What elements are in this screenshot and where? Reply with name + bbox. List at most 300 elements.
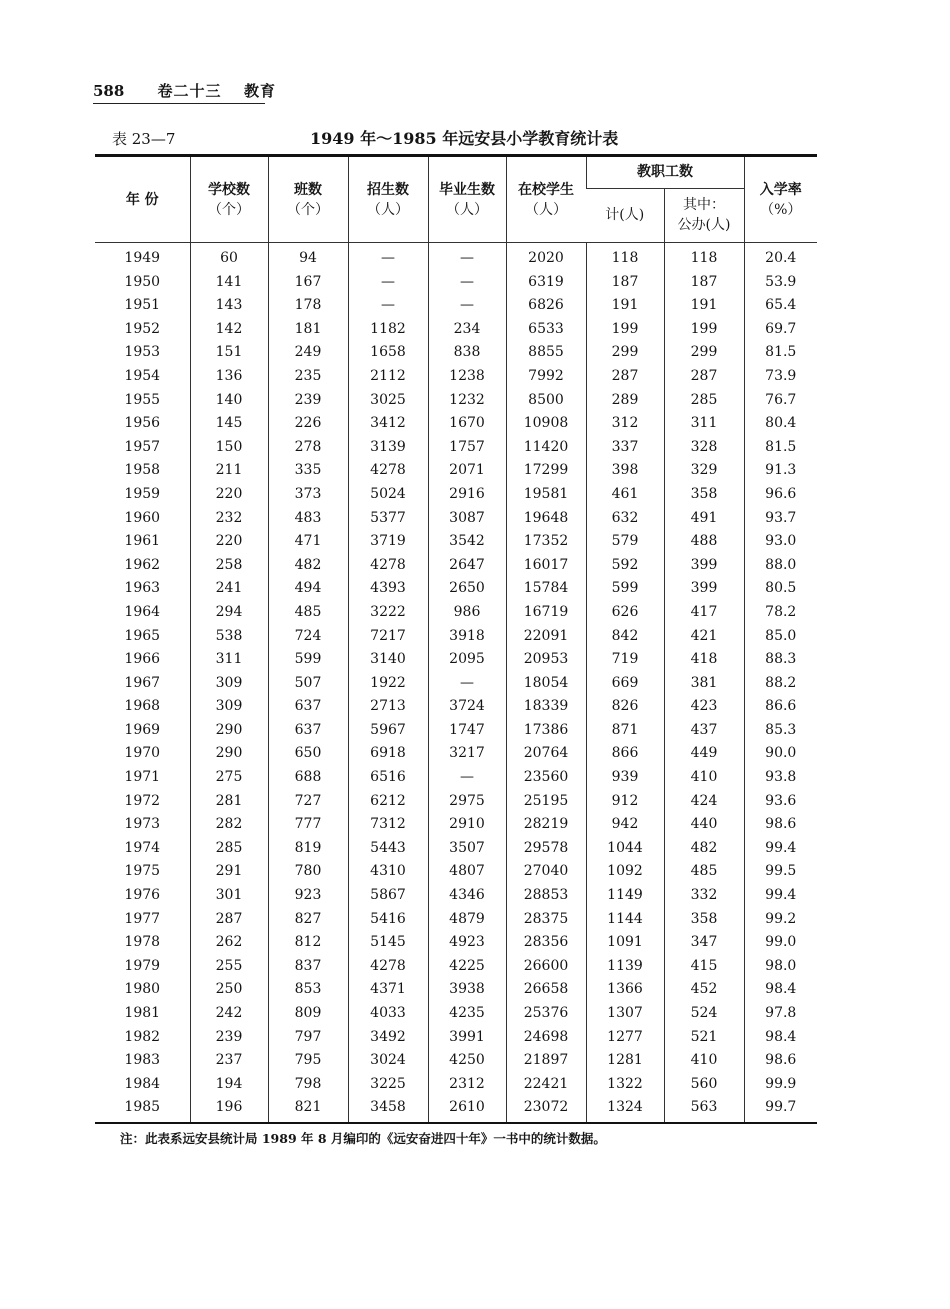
cell-graduates: 1232 — [428, 389, 506, 413]
cell-staff-public: 437 — [664, 719, 744, 743]
cell-staff-public: 410 — [664, 1049, 744, 1073]
cell-staff-total: 1092 — [586, 860, 664, 884]
cell-staff-public: 199 — [664, 318, 744, 342]
cell-in-school: 27040 — [506, 860, 586, 884]
cell-enrolled: 5377 — [348, 507, 428, 531]
cell-staff-public: 452 — [664, 978, 744, 1002]
cell-classes: 853 — [268, 978, 348, 1002]
cell-schools: 290 — [190, 742, 268, 766]
cell-classes: 837 — [268, 955, 348, 979]
cell-in-school: 28356 — [506, 931, 586, 955]
cell-staff-public: 410 — [664, 766, 744, 790]
header-schools: 学校数 （个） — [190, 156, 268, 243]
cell-year: 1969 — [124, 721, 161, 738]
cell-classes: 335 — [268, 459, 348, 483]
cell-staff-public: 491 — [664, 507, 744, 531]
cell-in-school: 17352 — [506, 530, 586, 554]
cell-year: 1985 — [95, 1096, 190, 1123]
cell-schools: 196 — [190, 1096, 268, 1123]
cell-graduates: 3991 — [428, 1026, 506, 1050]
table-row — [95, 813, 817, 837]
cell-schools: 250 — [190, 978, 268, 1002]
table-row — [95, 412, 817, 436]
table-row — [95, 1073, 817, 1097]
cell-staff-total: 669 — [586, 672, 664, 696]
cell-enrolled: 5867 — [348, 884, 428, 908]
table-row — [95, 742, 817, 766]
cell-classes: 482 — [268, 554, 348, 578]
cell-schools: 211 — [190, 459, 268, 483]
cell-year: 1955 — [124, 391, 161, 408]
cell-enrolled: 6212 — [348, 790, 428, 814]
cell-enrolled: 1658 — [348, 341, 428, 365]
cell-year: 1962 — [124, 556, 161, 573]
cell-staff-total: 1322 — [586, 1073, 664, 1097]
cell-staff-total: 1144 — [586, 908, 664, 932]
cell-schools: 140 — [190, 389, 268, 413]
table-title: 1949 年～1985 年远安县小学教育统计表 — [310, 129, 619, 148]
cell-staff-total: 912 — [586, 790, 664, 814]
cell-in-school: 17386 — [506, 719, 586, 743]
cell-enrollment-rate: 99.5 — [744, 860, 817, 884]
cell-staff-total: 626 — [586, 601, 664, 625]
cell-schools: 232 — [190, 507, 268, 531]
cell-schools: 237 — [190, 1049, 268, 1073]
table-row — [95, 955, 817, 979]
page-number: 588 — [93, 82, 125, 100]
cell-schools: 241 — [190, 577, 268, 601]
cell-staff-public: 285 — [664, 389, 744, 413]
cell-enrolled: 4278 — [348, 459, 428, 483]
cell-staff-public: 191 — [664, 294, 744, 318]
cell-schools: 242 — [190, 1002, 268, 1026]
cell-graduates: 2647 — [428, 554, 506, 578]
header-graduates: 毕业生数 （人） — [428, 156, 506, 243]
header-rate: 入学率 （%） — [744, 156, 817, 243]
table-row — [95, 1049, 817, 1073]
cell-graduates: 234 — [428, 318, 506, 342]
cell-classes: 819 — [268, 837, 348, 861]
cell-year: 1979 — [124, 957, 161, 974]
table-row — [95, 1096, 817, 1123]
cell-staff-total: 599 — [586, 577, 664, 601]
cell-in-school: 18054 — [506, 672, 586, 696]
cell-staff-total: 312 — [586, 412, 664, 436]
cell-year: 1981 — [124, 1005, 161, 1021]
header-year: 年 份 — [95, 156, 190, 243]
cell-schools: 301 — [190, 884, 268, 908]
cell-staff-public: 421 — [664, 625, 744, 649]
cell-schools: 255 — [190, 955, 268, 979]
cell-graduates: 2975 — [428, 790, 506, 814]
cell-staff-total: 289 — [586, 389, 664, 413]
cell-staff-public: 358 — [664, 483, 744, 507]
table-row — [95, 648, 817, 672]
cell-enrolled: — — [348, 243, 428, 271]
table-row — [95, 318, 817, 342]
cell-schools: 143 — [190, 294, 268, 318]
cell-staff-total: 942 — [586, 813, 664, 837]
cell-enrollment-rate: 99.2 — [744, 908, 817, 932]
cell-enrollment-rate: 76.7 — [744, 389, 817, 413]
cell-staff-public: 299 — [664, 341, 744, 365]
cell-in-school: 29578 — [506, 837, 586, 861]
cell-enrolled: 5024 — [348, 483, 428, 507]
cell-staff-public: 524 — [664, 1002, 744, 1026]
cell-enrollment-rate: 80.4 — [744, 412, 817, 436]
cell-graduates: 1238 — [428, 365, 506, 389]
cell-classes: 827 — [268, 908, 348, 932]
education-stats-table — [95, 154, 817, 1124]
cell-classes: 278 — [268, 436, 348, 460]
table-row — [95, 365, 817, 389]
cell-staff-public: 488 — [664, 530, 744, 554]
cell-enrolled: 4033 — [348, 1002, 428, 1026]
cell-year: 1956 — [124, 415, 161, 432]
cell-staff-public: 287 — [664, 365, 744, 389]
cell-staff-total: 826 — [586, 695, 664, 719]
cell-enrolled: 7312 — [348, 813, 428, 837]
cell-year: 1951 — [124, 297, 161, 314]
cell-staff-total: 592 — [586, 554, 664, 578]
cell-year: 1960 — [124, 509, 161, 526]
cell-enrolled: 2713 — [348, 695, 428, 719]
cell-enrollment-rate: 91.3 — [744, 459, 817, 483]
cell-schools: 309 — [190, 695, 268, 719]
cell-staff-public: 423 — [664, 695, 744, 719]
table-row — [95, 507, 817, 531]
cell-classes: 650 — [268, 742, 348, 766]
cell-enrolled: 4278 — [348, 955, 428, 979]
cell-in-school: 26600 — [506, 955, 586, 979]
cell-enrollment-rate: 65.4 — [744, 294, 817, 318]
cell-classes: 777 — [268, 813, 348, 837]
cell-graduates: 1670 — [428, 412, 506, 436]
cell-classes: 507 — [268, 672, 348, 696]
cell-enrollment-rate: 88.2 — [744, 672, 817, 696]
cell-enrolled: 4371 — [348, 978, 428, 1002]
cell-graduates: 3507 — [428, 837, 506, 861]
cell-enrollment-rate: 90.0 — [744, 742, 817, 766]
cell-year: 1968 — [124, 698, 161, 715]
cell-enrollment-rate: 73.9 — [744, 365, 817, 389]
table-row — [95, 790, 817, 814]
table-row — [95, 554, 817, 578]
cell-schools: 311 — [190, 648, 268, 672]
cell-schools: 141 — [190, 271, 268, 295]
cell-graduates: 838 — [428, 341, 506, 365]
cell-staff-public: 449 — [664, 742, 744, 766]
cell-schools: 142 — [190, 318, 268, 342]
cell-staff-total: 199 — [586, 318, 664, 342]
table-row — [95, 389, 817, 413]
table-row — [95, 719, 817, 743]
cell-enrolled: 3492 — [348, 1026, 428, 1050]
cell-classes: 181 — [268, 318, 348, 342]
cell-in-school: 20953 — [506, 648, 586, 672]
table-row — [95, 837, 817, 861]
cell-schools: 290 — [190, 719, 268, 743]
cell-year: 1954 — [124, 367, 161, 384]
cell-staff-total: 866 — [586, 742, 664, 766]
cell-staff-public: 358 — [664, 908, 744, 932]
cell-classes: 923 — [268, 884, 348, 908]
cell-enrollment-rate: 99.7 — [744, 1096, 817, 1123]
cell-staff-public: 328 — [664, 436, 744, 460]
cell-graduates: 3542 — [428, 530, 506, 554]
cell-enrollment-rate: 20.4 — [744, 243, 817, 271]
cell-enrolled: — — [348, 294, 428, 318]
section-label: 教育 — [244, 82, 277, 100]
cell-graduates: 3938 — [428, 978, 506, 1002]
cell-in-school: 22091 — [506, 625, 586, 649]
cell-staff-public: 560 — [664, 1073, 744, 1097]
cell-year: 1959 — [124, 485, 161, 502]
cell-staff-total: 461 — [586, 483, 664, 507]
header-staff-total: 计(人) — [586, 188, 664, 242]
cell-classes: 599 — [268, 648, 348, 672]
cell-enrollment-rate: 93.0 — [744, 530, 817, 554]
cell-staff-public: 329 — [664, 459, 744, 483]
cell-classes: 178 — [268, 294, 348, 318]
cell-staff-total: 1091 — [586, 931, 664, 955]
chapter-label: 卷二十三 — [157, 82, 222, 100]
table-row — [95, 625, 817, 649]
cell-year: 1976 — [124, 887, 161, 904]
cell-year: 1965 — [124, 627, 161, 644]
cell-staff-total: 187 — [586, 271, 664, 295]
cell-enrollment-rate: 97.8 — [744, 1002, 817, 1026]
cell-schools: 275 — [190, 766, 268, 790]
cell-graduates: 4225 — [428, 955, 506, 979]
cell-staff-public: 187 — [664, 271, 744, 295]
table-row — [95, 884, 817, 908]
cell-schools: 60 — [190, 243, 268, 271]
cell-enrolled: 3222 — [348, 601, 428, 625]
cell-year: 1950 — [124, 273, 161, 290]
cell-classes: 637 — [268, 719, 348, 743]
cell-in-school: 19581 — [506, 483, 586, 507]
cell-classes: 471 — [268, 530, 348, 554]
cell-enrollment-rate: 81.5 — [744, 341, 817, 365]
cell-graduates: 2610 — [428, 1096, 506, 1123]
cell-graduates: 3087 — [428, 507, 506, 531]
cell-enrollment-rate: 85.3 — [744, 719, 817, 743]
cell-schools: 282 — [190, 813, 268, 837]
table-row — [95, 243, 817, 271]
cell-graduates: 1747 — [428, 719, 506, 743]
page-header — [93, 80, 276, 101]
cell-schools: 220 — [190, 530, 268, 554]
header-rule — [93, 103, 265, 104]
cell-enrollment-rate: 93.7 — [744, 507, 817, 531]
cell-enrolled: 2112 — [348, 365, 428, 389]
cell-schools: 239 — [190, 1026, 268, 1050]
cell-enrolled: 4393 — [348, 577, 428, 601]
cell-schools: 136 — [190, 365, 268, 389]
cell-year: 1966 — [124, 651, 161, 668]
cell-in-school: 16719 — [506, 601, 586, 625]
cell-graduates: 2910 — [428, 813, 506, 837]
cell-classes: 812 — [268, 931, 348, 955]
cell-staff-total: 1324 — [586, 1096, 664, 1123]
cell-graduates: 4250 — [428, 1049, 506, 1073]
cell-enrolled: 4310 — [348, 860, 428, 884]
header-in-school: 在校学生 （人） — [506, 156, 586, 243]
cell-enrolled: 3458 — [348, 1096, 428, 1123]
cell-enrolled: 3025 — [348, 389, 428, 413]
cell-staff-total: 118 — [586, 243, 664, 271]
cell-graduates: 4807 — [428, 860, 506, 884]
cell-staff-total: 191 — [586, 294, 664, 318]
cell-year: 1977 — [124, 910, 161, 927]
cell-enrollment-rate: 99.4 — [744, 884, 817, 908]
cell-in-school: 8855 — [506, 341, 586, 365]
cell-schools: 285 — [190, 837, 268, 861]
cell-staff-total: 1139 — [586, 955, 664, 979]
cell-enrollment-rate: 99.0 — [744, 931, 817, 955]
cell-enrollment-rate: 88.3 — [744, 648, 817, 672]
cell-graduates: 4923 — [428, 931, 506, 955]
cell-year: 1952 — [124, 320, 161, 337]
cell-enrolled: 5443 — [348, 837, 428, 861]
cell-staff-total: 1366 — [586, 978, 664, 1002]
table-row — [95, 577, 817, 601]
cell-in-school: 23072 — [506, 1096, 586, 1123]
cell-enrollment-rate: 98.6 — [744, 813, 817, 837]
cell-classes: 483 — [268, 507, 348, 531]
cell-classes: 235 — [268, 365, 348, 389]
cell-graduates: 2916 — [428, 483, 506, 507]
table-row — [95, 908, 817, 932]
cell-in-school: 6319 — [506, 271, 586, 295]
cell-schools: 258 — [190, 554, 268, 578]
cell-staff-total: 337 — [586, 436, 664, 460]
cell-classes: 637 — [268, 695, 348, 719]
cell-staff-total: 871 — [586, 719, 664, 743]
cell-enrollment-rate: 96.6 — [744, 483, 817, 507]
cell-staff-public: 485 — [664, 860, 744, 884]
cell-staff-total: 398 — [586, 459, 664, 483]
cell-staff-public: 563 — [664, 1096, 744, 1123]
cell-graduates: — — [428, 271, 506, 295]
cell-classes: 798 — [268, 1073, 348, 1097]
table-number: 表 23—7 — [112, 130, 176, 148]
cell-graduates: 2312 — [428, 1073, 506, 1097]
cell-staff-total: 1281 — [586, 1049, 664, 1073]
cell-staff-total: 1277 — [586, 1026, 664, 1050]
cell-schools: 538 — [190, 625, 268, 649]
cell-graduates: — — [428, 294, 506, 318]
table-note: 注：此表系远安县统计局 1989 年 8 月编印的《远安奋进四十年》一书中的统计数据。 — [120, 1131, 606, 1146]
table-row — [95, 978, 817, 1002]
cell-graduates: 2071 — [428, 459, 506, 483]
cell-in-school: 17299 — [506, 459, 586, 483]
cell-schools: 281 — [190, 790, 268, 814]
cell-in-school: 10908 — [506, 412, 586, 436]
table-row — [95, 530, 817, 554]
cell-enrolled: 5416 — [348, 908, 428, 932]
cell-schools: 220 — [190, 483, 268, 507]
cell-enrolled: 1182 — [348, 318, 428, 342]
cell-enrollment-rate: 69.7 — [744, 318, 817, 342]
table-row — [95, 860, 817, 884]
cell-in-school: 22421 — [506, 1073, 586, 1097]
cell-year: 1970 — [124, 745, 161, 762]
cell-staff-total: 287 — [586, 365, 664, 389]
cell-year: 1949 — [124, 250, 161, 266]
cell-staff-public: 118 — [664, 243, 744, 271]
table-row — [95, 695, 817, 719]
cell-in-school: 20764 — [506, 742, 586, 766]
cell-graduates: — — [428, 243, 506, 271]
cell-in-school: 25376 — [506, 1002, 586, 1026]
cell-in-school: 18339 — [506, 695, 586, 719]
cell-in-school: 16017 — [506, 554, 586, 578]
cell-classes: 167 — [268, 271, 348, 295]
cell-year: 1964 — [124, 603, 161, 620]
cell-enrolled: 3225 — [348, 1073, 428, 1097]
cell-schools: 150 — [190, 436, 268, 460]
cell-classes: 226 — [268, 412, 348, 436]
cell-staff-public: 347 — [664, 931, 744, 955]
cell-enrolled: 7217 — [348, 625, 428, 649]
cell-staff-public: 424 — [664, 790, 744, 814]
cell-enrolled: 3140 — [348, 648, 428, 672]
cell-enrolled: 6918 — [348, 742, 428, 766]
cell-schools: 194 — [190, 1073, 268, 1097]
table-row — [95, 1002, 817, 1026]
cell-enrolled: 3024 — [348, 1049, 428, 1073]
cell-in-school: 8500 — [506, 389, 586, 413]
cell-graduates: 3918 — [428, 625, 506, 649]
cell-graduates: 3724 — [428, 695, 506, 719]
cell-staff-public: 399 — [664, 577, 744, 601]
cell-in-school: 11420 — [506, 436, 586, 460]
cell-year: 1953 — [124, 344, 161, 361]
cell-year: 1967 — [124, 674, 161, 691]
cell-enrolled: 6516 — [348, 766, 428, 790]
cell-staff-total: 1044 — [586, 837, 664, 861]
table-row — [95, 294, 817, 318]
cell-in-school: 19648 — [506, 507, 586, 531]
header-classes: 班数 （个） — [268, 156, 348, 243]
table-row — [95, 436, 817, 460]
cell-year: 1978 — [124, 934, 161, 951]
cell-schools: 309 — [190, 672, 268, 696]
cell-graduates: 3217 — [428, 742, 506, 766]
header-staff-public: 其中： 公办(人) — [664, 188, 744, 242]
cell-enrolled: 1922 — [348, 672, 428, 696]
cell-classes: 249 — [268, 341, 348, 365]
cell-classes: 485 — [268, 601, 348, 625]
cell-year: 1972 — [124, 792, 161, 809]
cell-staff-public: 521 — [664, 1026, 744, 1050]
cell-year: 1971 — [124, 769, 161, 786]
cell-in-school: 28219 — [506, 813, 586, 837]
cell-graduates: 1757 — [428, 436, 506, 460]
cell-staff-total: 939 — [586, 766, 664, 790]
cell-graduates: 4235 — [428, 1002, 506, 1026]
cell-enrollment-rate: 86.6 — [744, 695, 817, 719]
cell-staff-total: 719 — [586, 648, 664, 672]
cell-classes: 239 — [268, 389, 348, 413]
cell-staff-public: 440 — [664, 813, 744, 837]
cell-year: 1957 — [124, 438, 161, 455]
table-row — [95, 766, 817, 790]
cell-in-school: 26658 — [506, 978, 586, 1002]
cell-staff-public: 418 — [664, 648, 744, 672]
